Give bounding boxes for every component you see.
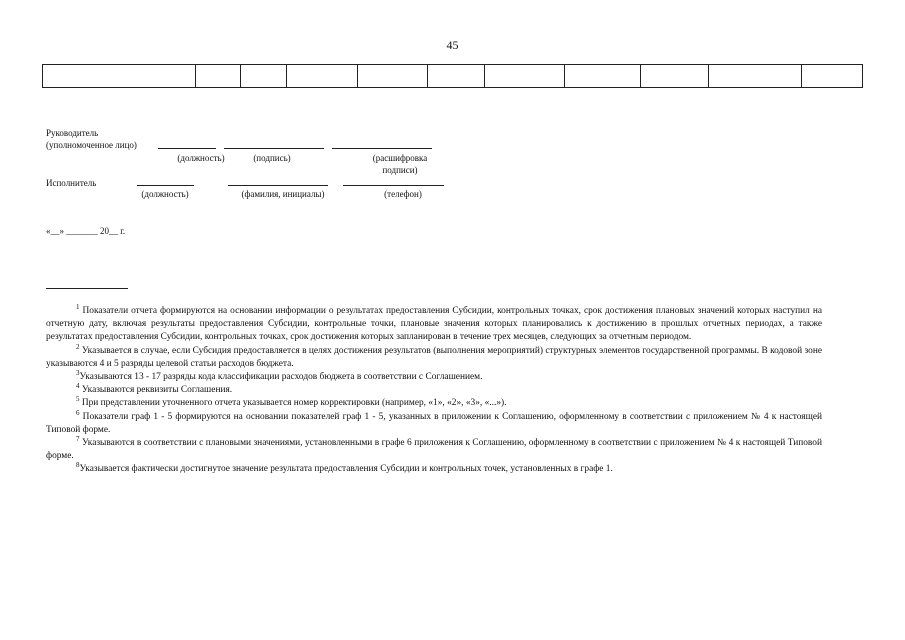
- footnote-text: Указывается фактически достигнутое значение результата предоставления Субсидии и контрольных точек, установленных в графе 1.: [79, 464, 613, 475]
- footnote-5: [46, 397, 822, 410]
- footnote-separator: [46, 288, 128, 289]
- footnote-number: 6: [76, 408, 80, 417]
- footnote-text: Указываются реквизиты Соглашения.: [81, 385, 233, 396]
- table-cell: [287, 65, 358, 88]
- head-caption-decoding: (расшифровка: [372, 153, 428, 163]
- head-label-sub: (уполномоченное лицо): [46, 140, 137, 150]
- table-cell: [641, 65, 709, 88]
- executor-caption-phone: (телефон): [384, 189, 422, 199]
- table-cell: [43, 65, 196, 88]
- table-cell: [241, 65, 287, 88]
- table-cell: [428, 65, 485, 88]
- head-caption-decoding-2: подписи): [382, 165, 418, 175]
- table-row: [43, 65, 863, 88]
- footnote-number: 2: [76, 342, 80, 351]
- footnotes: [46, 305, 822, 477]
- head-decoding-line: [332, 148, 432, 149]
- executor-caption-name: (фамилия, инициалы): [241, 189, 325, 199]
- page-number: 45: [446, 38, 459, 52]
- footnote-number: 4: [76, 382, 80, 391]
- table-cell: [565, 65, 641, 88]
- footnote-text: Указываются в соответствии с плановыми значениями, установленными в графе 6 приложения к Соглашению, оформленному в соответствии с приложением № 4 к настоящей Типовой форме.: [46, 438, 823, 462]
- footnote-7: [46, 437, 822, 463]
- executor-name-line: [228, 185, 328, 186]
- footnote-8: [46, 463, 822, 476]
- footnote-number: 3: [76, 369, 80, 378]
- report-table: [42, 64, 863, 88]
- executor-phone-line: [343, 185, 444, 186]
- executor-position-line: [137, 185, 194, 186]
- head-caption-position: (должность): [177, 153, 225, 163]
- footnote-text: Показатели граф 1 - 5 формируются на основании показателей граф 1 - 5, указанных в приложении к Соглашению, оформленному в соответствии с приложением № 4 к настоящей Типовой форме.: [46, 411, 822, 435]
- footnote-number: 1: [76, 303, 80, 311]
- footnote-4: [46, 384, 822, 397]
- table-cell: [358, 65, 428, 88]
- footnote-3: [46, 371, 822, 384]
- footnote-2: [46, 342, 822, 371]
- footnote-number: 7: [76, 435, 80, 444]
- date-line: «__» _______ 20__ г.: [46, 226, 126, 236]
- head-caption-signature: (подпись): [253, 153, 291, 163]
- footnote-text: При представлении уточненного отчета указывается номер корректировки (например, «1», «2», «3», «...»).: [81, 398, 507, 409]
- footnote-1: [46, 305, 822, 345]
- head-label: Руководитель: [46, 128, 99, 138]
- executor-label: Исполнитель: [46, 178, 97, 188]
- footnote-text: Указывается в случае, если Субсидия предоставляется в целях достижения результатов (выполнения мероприятий) структурных элементов государственной программы. В кодовой зоне указываются 4 и 5 разряды целевой статьи расходов бюджета.: [46, 345, 822, 369]
- table-cell: [196, 65, 241, 88]
- footnote-number: 5: [76, 395, 80, 404]
- table-cell: [485, 65, 565, 88]
- executor-caption-position: (должность): [141, 189, 189, 199]
- table-cell: [802, 65, 863, 88]
- head-position-line: [158, 148, 216, 149]
- table-cell: [709, 65, 802, 88]
- footnote-text: Указываются 13 - 17 разряды кода классификации расходов бюджета в соответствии с Соглашением.: [79, 372, 483, 383]
- footnote-text: Показатели отчета формируются на основании информации о результатах предоставления Субсидии, контрольных точках, срок достижения плановых значений которых наступил на отчетную дату, включая результаты предоставления Субсидии, контрольные точки, плановые значения которых планировались к достижению в прошлых отчетных периодах, а также результатах предоставления Субсидии, контрольных точках, срок достижения которых запланирован в течение трех месяцев, следующих за отчетным периодом.: [46, 306, 823, 343]
- footnote-6: [46, 408, 822, 437]
- footnote-number: 8: [76, 461, 80, 470]
- head-signature-line: [224, 148, 324, 149]
